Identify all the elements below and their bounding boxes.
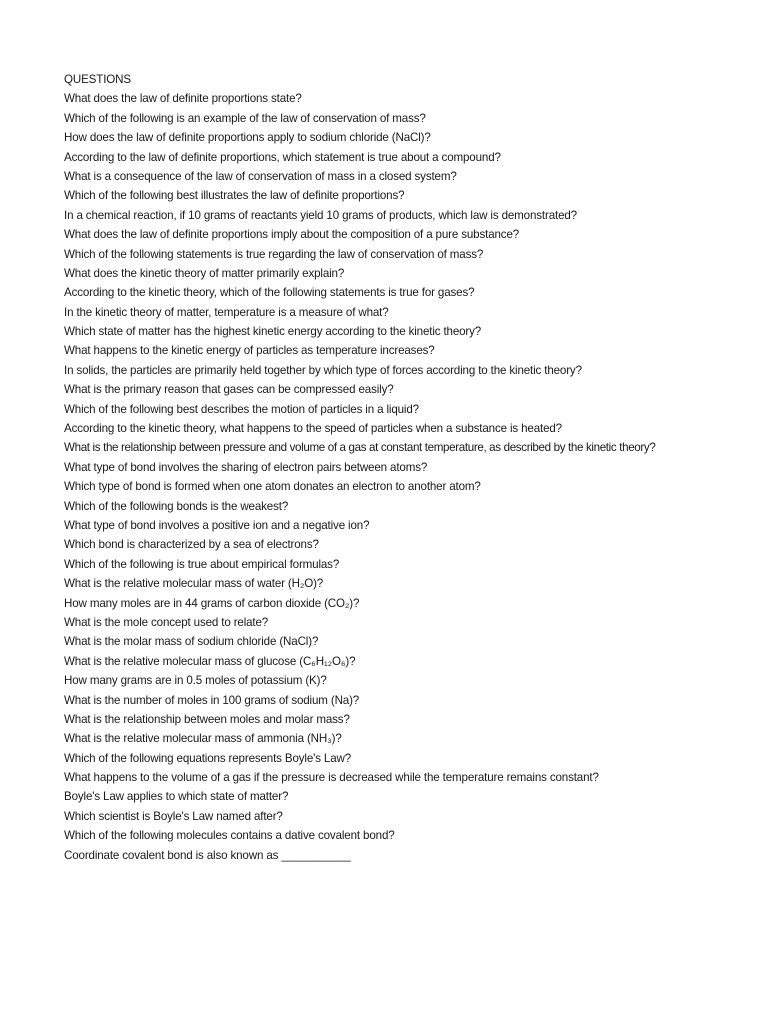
question-item: What does the law of definite proportions imply about the composition of a pure substance? [64, 228, 520, 242]
question-item: Which of the following best describes the motion of particles in a liquid? [64, 402, 419, 416]
question-item: What is a consequence of the law of conservation of mass in a closed system? [64, 169, 457, 183]
question-item: In the kinetic theory of matter, temperature is a measure of what? [64, 305, 389, 319]
question-item: What is the relationship between pressure and volume of a gas at constant temperature, as described by the kinetic theory? [64, 441, 656, 455]
question-item: Which of the following statements is true regarding the law of conservation of mass? [64, 247, 484, 261]
question-item: Which of the following is true about empirical formulas? [64, 557, 340, 571]
question-item: Which of the following bonds is the weakest? [64, 499, 289, 513]
question-item: Which state of matter has the highest kinetic energy according to the kinetic theory? [64, 325, 482, 339]
question-list [64, 89, 764, 865]
question-item: What is the relative molecular mass of glucose (C₆H₁₂O₆)? [64, 654, 356, 668]
question-item: Which of the following equations represents Boyle's Law? [64, 751, 352, 765]
question-item: What is the number of moles in 100 grams of sodium (Na)? [64, 693, 360, 707]
question-item: What is the relative molecular mass of ammonia (NH₃)? [64, 732, 342, 746]
question-item: How many moles are in 44 grams of carbon dioxide (CO₂)? [64, 596, 360, 610]
question-item: Which of the following best illustrates the law of definite proportions? [64, 189, 405, 203]
question-item: Which scientist is Boyle's Law named after? [64, 809, 283, 823]
question-item: Boyle's Law applies to which state of matter? [64, 790, 289, 804]
question-item: According to the kinetic theory, which of the following statements is true for gases? [64, 286, 475, 300]
question-item: What does the kinetic theory of matter primarily explain? [64, 266, 345, 280]
question-item: What is the relative molecular mass of water (H₂O)? [64, 577, 324, 591]
question-item: According to the kinetic theory, what happens to the speed of particles when a substance is heated? [64, 422, 562, 436]
question-item: What happens to the kinetic energy of particles as temperature increases? [64, 344, 435, 358]
question-item: According to the law of definite proportions, which statement is true about a compound? [64, 150, 501, 164]
question-item: What is the primary reason that gases can be compressed easily? [64, 383, 394, 397]
question-item: Which type of bond is formed when one atom donates an electron to another atom? [64, 480, 481, 494]
question-item: Which of the following is an example of the law of conservation of mass? [64, 111, 426, 125]
question-item: What type of bond involves the sharing of electron pairs between atoms? [64, 460, 428, 474]
question-item: Which bond is characterized by a sea of electrons? [64, 538, 319, 552]
question-item: What does the law of definite proportions state? [64, 92, 302, 106]
question-item: What type of bond involves a positive ion and a negative ion? [64, 518, 370, 532]
question-item: Coordinate covalent bond is also known as ___________ [64, 848, 351, 862]
question-item: Which of the following molecules contains a dative covalent bond? [64, 829, 395, 843]
question-item: What is the molar mass of sodium chloride (NaCl)? [64, 635, 319, 649]
document-page [64, 70, 764, 865]
question-item: How does the law of definite proportions apply to sodium chloride (NaCl)? [64, 131, 431, 145]
question-item: What happens to the volume of a gas if the pressure is decreased while the temperature remains constant? [64, 771, 599, 785]
question-item: What is the relationship between moles and molar mass? [64, 712, 350, 726]
questions-heading: QUESTIONS [64, 73, 131, 86]
question-item: In solids, the particles are primarily held together by which type of forces according to the kinetic theory? [64, 363, 582, 377]
question-item: In a chemical reaction, if 10 grams of reactants yield 10 grams of products, which law is demonstrated? [64, 208, 577, 222]
question-item: How many grams are in 0.5 moles of potassium (K)? [64, 674, 327, 688]
question-item: What is the mole concept used to relate? [64, 615, 269, 629]
